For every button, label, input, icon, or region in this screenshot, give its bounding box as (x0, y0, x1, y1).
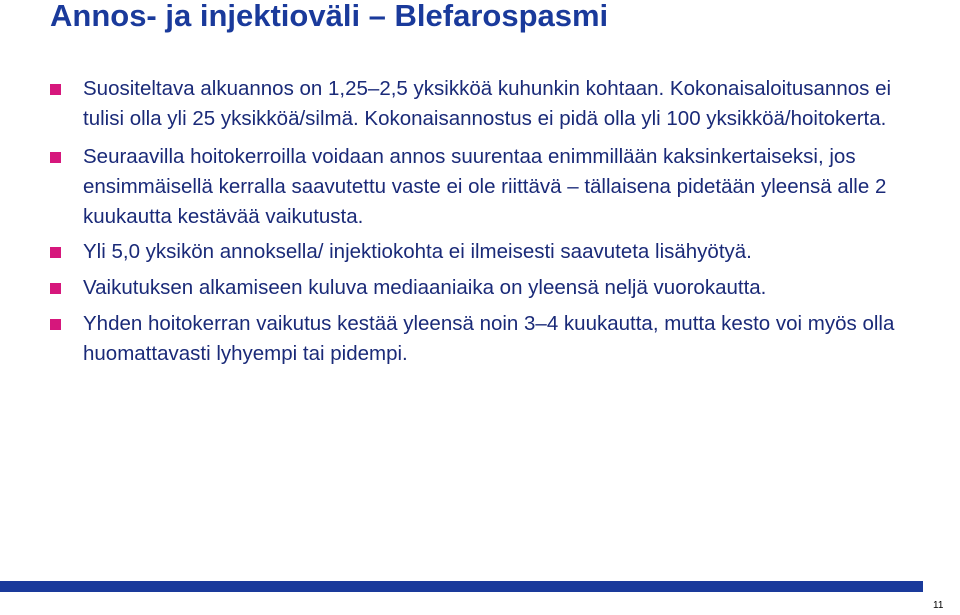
bullet-text: Seuraavilla hoitokerroilla voidaan annos suurentaa enimmillään kaksinkertaiseksi, jos ensimmäisellä kerralla saavutettu vaste ei ole riittävä – tällaisena pidetään yleensä alle 2 kuukautta kestävää vaikutusta. (83, 145, 887, 228)
bullet-item (50, 309, 920, 369)
slide-title: Annos- ja injektioväli – Blefarospasmi (50, 0, 609, 33)
bullet-item (50, 74, 920, 134)
square-bullet-icon (50, 283, 61, 294)
square-bullet-icon (50, 84, 61, 95)
bullet-text: Suositeltava alkuannos on 1,25–2,5 yksikköä kuhunkin kohtaan. Kokonaisaloitusannos ei tulisi olla yli 25 yksikköä/silmä. Kokonaisannostus ei pidä olla yli 100 yksikköä/hoitokerta. (83, 77, 892, 130)
square-bullet-icon (50, 152, 61, 163)
bullet-text: Yhden hoitokerran vaikutus kestää yleensä noin 3–4 kuukautta, mutta kesto voi myös olla huomattavasti lyhyempi tai pidempi. (83, 312, 895, 365)
bullet-item (50, 273, 920, 303)
bullet-item (50, 142, 920, 232)
page-number: 11 (933, 600, 944, 611)
bullet-text: Vaikutuksen alkamiseen kuluva mediaaniaika on yleensä neljä vuorokautta. (83, 276, 767, 299)
footer-bar (0, 581, 923, 592)
bullet-list (50, 74, 920, 369)
bullet-item (50, 237, 920, 267)
bullet-text: Yli 5,0 yksikön annoksella/ injektiokohta ei ilmeisesti saavuteta lisähyötyä. (83, 240, 752, 263)
square-bullet-icon (50, 319, 61, 330)
square-bullet-icon (50, 247, 61, 258)
